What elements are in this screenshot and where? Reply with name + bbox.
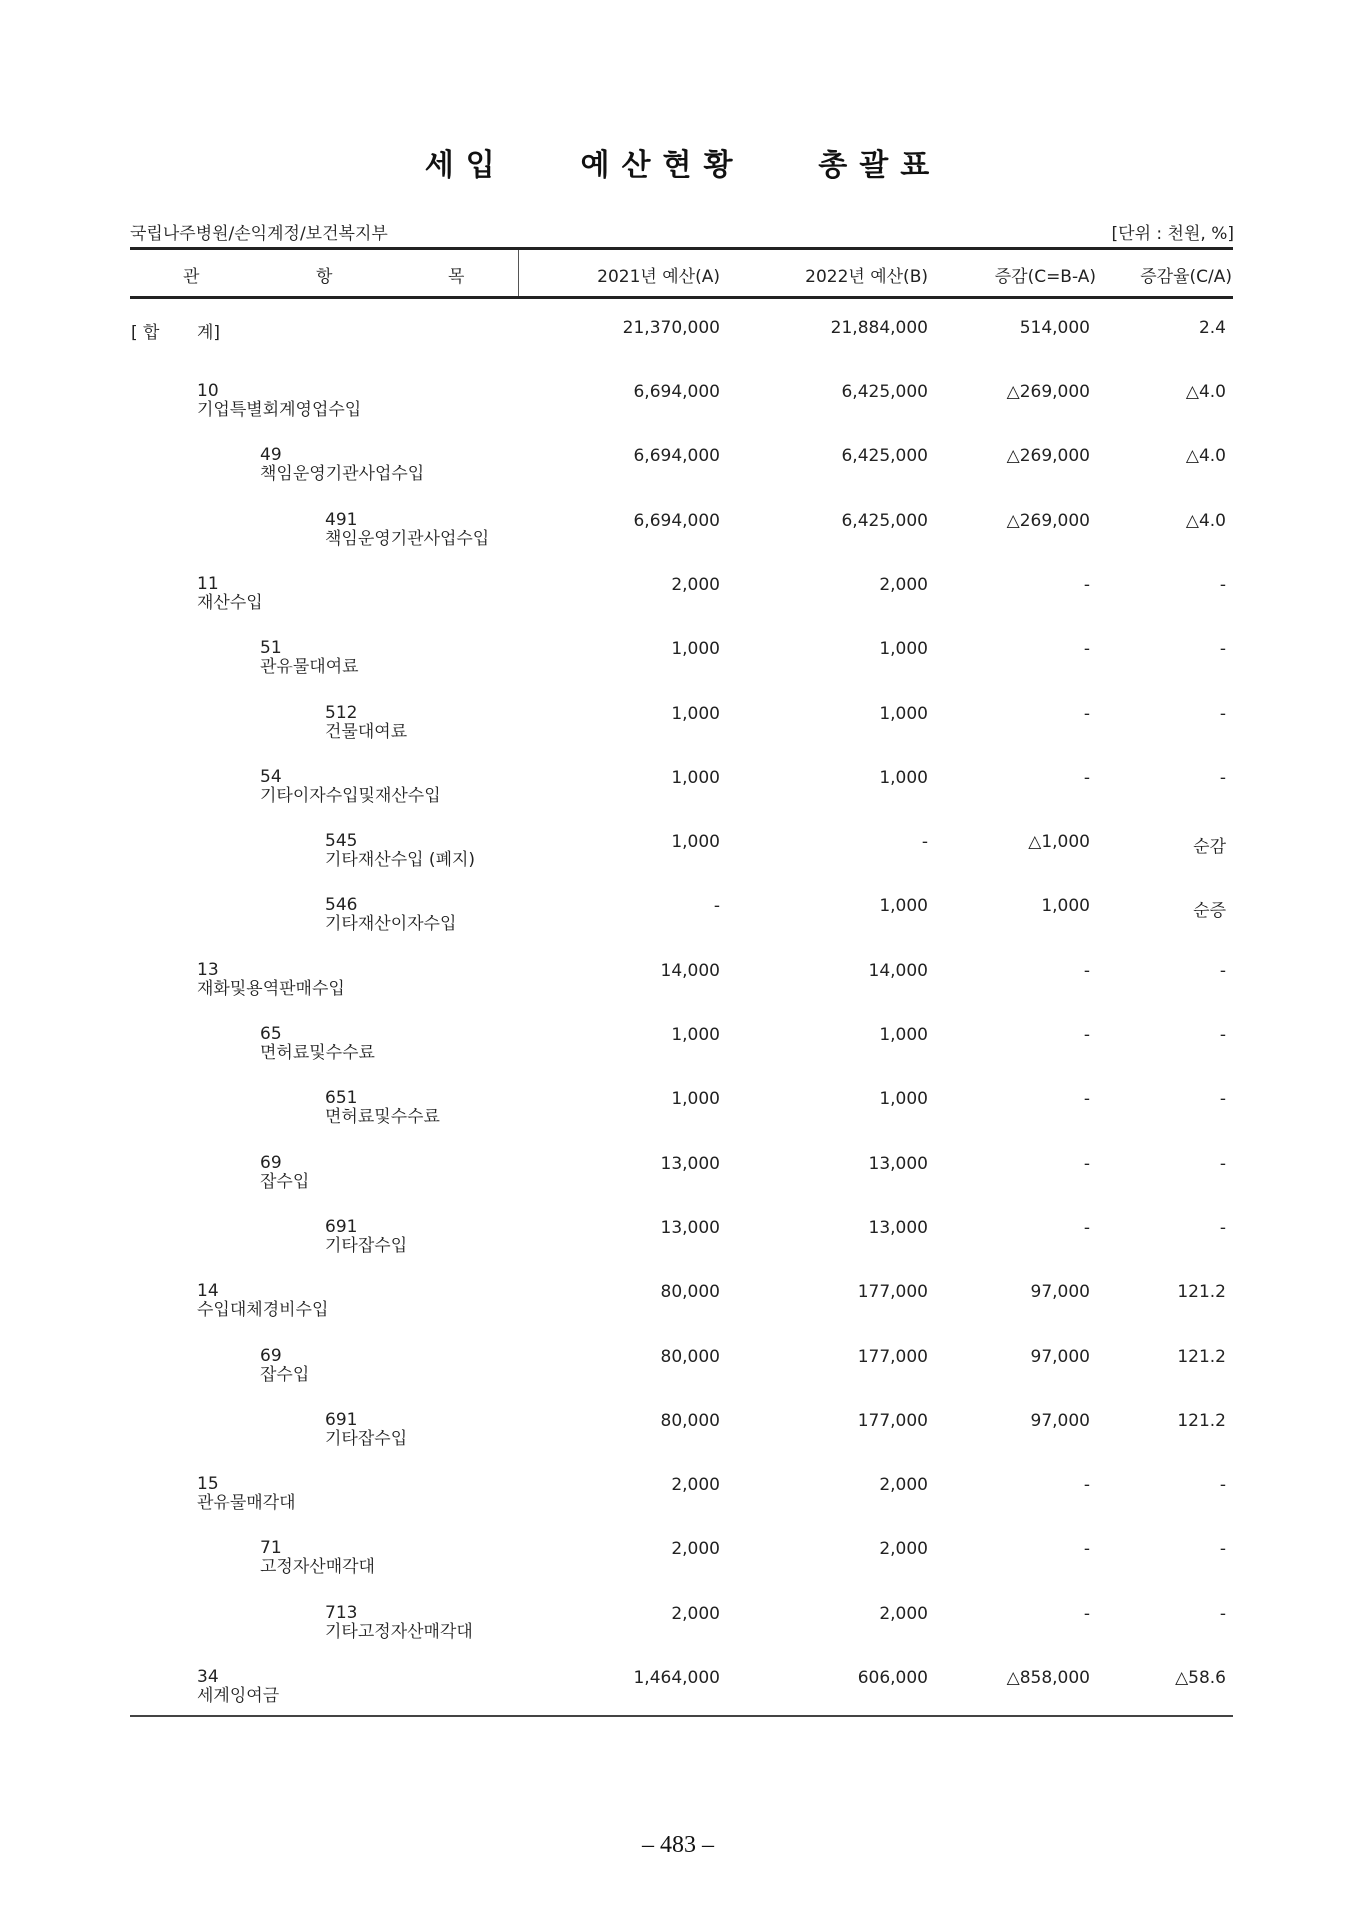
row-code: 491 [325,510,358,530]
row-code: 512 [325,703,358,723]
budget-2022: 2,000 [879,1539,928,1559]
title-char: 세 [424,148,456,183]
change-rate: 121.2 [1177,1347,1226,1367]
budget-2022: 2,000 [879,1604,928,1624]
change-rate: - [1219,639,1226,659]
row-name: 책임운영기관사업수입 [325,529,490,549]
page-title [0,140,1356,184]
change-rate: △4.0 [1185,382,1226,402]
change-amount: - [1083,1604,1090,1624]
total-change-rate: 2.4 [1198,318,1226,338]
change-rate: △4.0 [1185,511,1226,531]
row-name: 기타이자수입및재산수입 [260,786,441,806]
header-budget-2021: 2021년 예산(A) [597,267,720,287]
row-name: 기타잡수입 [325,1236,408,1256]
row-name: 기타고정자산매각대 [325,1622,473,1642]
row-name: 재산수입 [197,593,263,613]
change-amount: - [1083,1218,1090,1238]
row-name: 면허료및수수료 [260,1043,375,1063]
title-char: 예 [580,148,612,183]
row-name: 세계잉여금 [197,1686,280,1706]
change-rate: - [1219,1604,1226,1624]
budget-2022: 1,000 [879,1025,928,1045]
title-char: 표 [900,148,932,183]
budget-2021: 6,694,000 [633,382,720,402]
header-change-rate: 증감율(C/A) [1140,267,1232,287]
budget-2022: 177,000 [857,1282,928,1302]
row-code: 713 [325,1603,358,1623]
change-rate: △58.6 [1175,1668,1226,1688]
title-char: 산 [621,148,653,183]
total-change: 514,000 [1019,318,1090,338]
budget-2022: - [921,832,928,852]
header-change: 증감(C=B-A) [994,267,1096,287]
change-amount: - [1083,575,1090,595]
budget-2022: 13,000 [868,1218,928,1238]
change-amount: △269,000 [1006,446,1090,466]
row-code: 14 [197,1281,219,1301]
organization-path: 국립나주병원/손익계정/보건복지부 [130,224,388,244]
row-name: 기타잡수입 [325,1429,408,1449]
change-amount: △269,000 [1006,511,1090,531]
header-hang: 항 [316,267,333,287]
budget-2022: 606,000 [857,1668,928,1688]
change-rate: - [1219,1218,1226,1238]
budget-2022: 13,000 [868,1154,928,1174]
row-code: 34 [197,1667,219,1687]
change-amount: - [1083,639,1090,659]
row-name: 수입대체경비수입 [197,1300,329,1320]
budget-2021: 2,000 [671,575,720,595]
title-char: 황 [703,148,735,183]
change-rate: - [1219,1539,1226,1559]
change-rate: 121.2 [1177,1282,1226,1302]
budget-2021: 2,000 [671,1475,720,1495]
total-budget-2021: 21,370,000 [622,318,720,338]
budget-2021: 1,000 [671,768,720,788]
change-amount: - [1083,768,1090,788]
row-code: 71 [260,1538,282,1558]
header-budget-2022: 2022년 예산(B) [805,267,928,287]
budget-2021: 13,000 [660,1218,720,1238]
budget-2021: 2,000 [671,1604,720,1624]
budget-2021: 80,000 [660,1282,720,1302]
change-amount: - [1083,704,1090,724]
change-amount: 97,000 [1030,1347,1090,1367]
unit-note: [단위 : 천원, %] [1111,224,1234,244]
budget-2021: 13,000 [660,1154,720,1174]
change-amount: △858,000 [1006,1668,1090,1688]
change-amount: 1,000 [1041,896,1090,916]
row-code: 691 [325,1217,358,1237]
table-top-rule [130,247,1233,250]
budget-2021: 1,000 [671,1089,720,1109]
change-amount: - [1083,1475,1090,1495]
title-char: 총 [818,148,850,183]
budget-2021: 2,000 [671,1539,720,1559]
row-code: 51 [260,638,282,658]
row-code: 49 [260,445,282,465]
budget-2021: 1,000 [671,704,720,724]
row-name: 관유물대여료 [260,657,359,677]
budget-2021: 80,000 [660,1347,720,1367]
change-amount: 97,000 [1030,1282,1090,1302]
page-number: – 483 – [642,1832,714,1858]
budget-2022: 6,425,000 [841,511,928,531]
row-code: 691 [325,1410,358,1430]
row-name: 고정자산매각대 [260,1557,375,1577]
total-label-open: [ 합 [131,323,160,343]
change-rate: - [1219,1089,1226,1109]
header-bottom-rule [130,296,1233,299]
header-mok: 목 [448,267,465,287]
change-rate: - [1219,1154,1226,1174]
row-name: 관유물매각대 [197,1493,296,1513]
row-code: 10 [197,381,219,401]
row-name: 잡수입 [260,1365,310,1385]
change-rate: 순감 [1193,837,1226,857]
total-budget-2022: 21,884,000 [830,318,928,338]
budget-2022: 177,000 [857,1347,928,1367]
change-amount: - [1083,1539,1090,1559]
table-bottom-rule [130,1715,1233,1717]
change-amount: - [1083,1154,1090,1174]
change-rate: - [1219,768,1226,788]
row-name: 기타재산수입 (폐지) [325,850,476,870]
budget-2021: - [713,896,720,916]
budget-2021: 6,694,000 [633,446,720,466]
change-amount: △1,000 [1028,832,1090,852]
budget-2022: 1,000 [879,639,928,659]
change-amount: - [1083,961,1090,981]
budget-2022: 1,000 [879,768,928,788]
change-rate: - [1219,704,1226,724]
change-amount: 97,000 [1030,1411,1090,1431]
change-rate: - [1219,1025,1226,1045]
row-name: 기타재산이자수입 [325,914,457,934]
header-gwan: 관 [183,267,200,287]
change-rate: 순증 [1193,901,1226,921]
change-amount: △269,000 [1006,382,1090,402]
row-name: 재화및용역판매수입 [197,979,345,999]
title-char: 입 [465,148,497,183]
row-name: 기업특별회계영업수입 [197,400,362,420]
budget-2022: 1,000 [879,704,928,724]
budget-2022: 1,000 [879,896,928,916]
row-code: 15 [197,1474,219,1494]
row-name: 건물대여료 [325,722,408,742]
budget-2022: 14,000 [868,961,928,981]
row-code: 13 [197,960,219,980]
row-code: 65 [260,1024,282,1044]
budget-2022: 6,425,000 [841,446,928,466]
change-rate: - [1219,961,1226,981]
header-divider [518,250,519,298]
budget-2021: 1,464,000 [633,1668,720,1688]
change-amount: - [1083,1025,1090,1045]
row-code: 54 [260,767,282,787]
title-char: 괄 [859,148,891,183]
row-name: 책임운영기관사업수입 [260,464,425,484]
change-amount: - [1083,1089,1090,1109]
row-code: 69 [260,1346,282,1366]
budget-2021: 1,000 [671,1025,720,1045]
budget-2021: 1,000 [671,639,720,659]
budget-2021: 80,000 [660,1411,720,1431]
budget-2022: 2,000 [879,1475,928,1495]
budget-2021: 14,000 [660,961,720,981]
row-code: 651 [325,1088,358,1108]
budget-2022: 1,000 [879,1089,928,1109]
budget-2022: 6,425,000 [841,382,928,402]
budget-2022: 2,000 [879,575,928,595]
row-name: 잡수입 [260,1172,310,1192]
row-code: 69 [260,1153,282,1173]
total-label-close: 계] [197,323,221,343]
change-rate: - [1219,1475,1226,1495]
row-code: 545 [325,831,358,851]
budget-2022: 177,000 [857,1411,928,1431]
change-rate: 121.2 [1177,1411,1226,1431]
change-rate: △4.0 [1185,446,1226,466]
row-code: 546 [325,895,358,915]
budget-2021: 1,000 [671,832,720,852]
title-char: 현 [662,148,694,183]
budget-2021: 6,694,000 [633,511,720,531]
row-code: 11 [197,574,219,594]
row-name: 면허료및수수료 [325,1107,440,1127]
change-rate: - [1219,575,1226,595]
